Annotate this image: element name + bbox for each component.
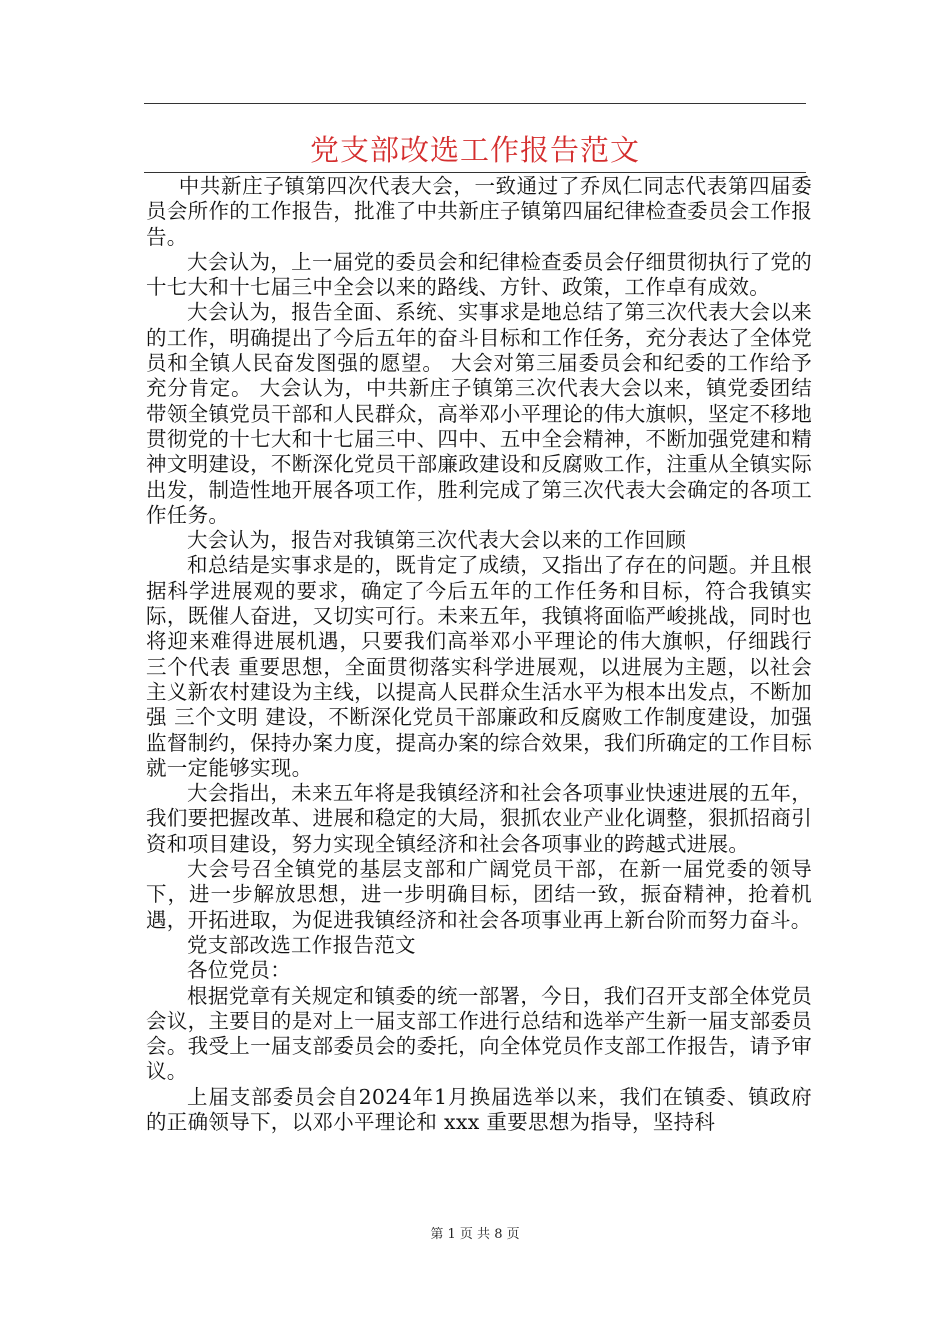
section-heading: 党支部改选工作报告范文 bbox=[187, 932, 416, 957]
title-underline bbox=[144, 172, 806, 173]
paragraph-5: 和总结是实事求是的，既肯定了成绩，又指出了存在的问题。并且根据科学进展观的要求，确定了今后五年的工作任务和目标，符合我镇实际，既催人奋进，又切实可行。未来五年，我镇将面临严峻挑战，同时也将迎来难得进展机遇，只要我们高举邓小平理论的伟大旗帜，仔细践行 三个代表 重要思想，全面贯彻落实科学进展观，以进展为主题，以社会主义新农村建设为主线，以提高人民群众生活水平为根本出发点，不断加强 三个文明 建设，不断深化党员干部廉政和反腐败工作制度建设，加强监督制约，保持办案力度，提高办案的综合效果，我们所确定的工作目标就一定能够实现。 bbox=[146, 553, 812, 780]
paragraph-2: 大会认为，上一届党的委员会和纪律检查委员会仔细贯彻执行了党的十七大和十七届三中全会以来的路线、方针、政策，工作卓有成效。 bbox=[146, 249, 812, 300]
document-body bbox=[146, 174, 812, 1135]
page-number: 第 1 页 共 8 页 bbox=[430, 1227, 520, 1242]
salutation: 各位党员： bbox=[187, 958, 291, 983]
paragraph-1: 中共新庄子镇第四次代表大会，一致通过了乔凤仁同志代表第四届委员会所作的工作报告，批准了中共新庄子镇第四届纪律检查委员会工作报告。 bbox=[146, 174, 812, 249]
paragraph-8: 根据党章有关规定和镇委的统一部署，今日，我们召开支部全体党员会议，主要目的是对上一届支部工作进行总结和选举产生新一届支部委员会。我受上一届支部委员会的委托，向全体党员作支部工作报告，请予审议。 bbox=[146, 983, 812, 1084]
document-title: 党支部改选工作报告范文 bbox=[309, 133, 640, 167]
paragraph-9: 上届支部委员会自2024年1月换届选举以来，我们在镇委、镇政府的正确领导下，以邓小平理论和 xxx 重要思想为指导，坚持科 bbox=[146, 1084, 812, 1134]
paragraph-3: 大会认为，报告全面、系统、实事求是地总结了第三次代表大会以来的工作，明确提出了今后五年的奋斗目标和工作任务，充分表达了全体党员和全镇人民奋发图强的愿望。 大会对第三届委员会和纪委的工作给予充分肯定。 大会认为，中共新庄子镇第三次代表大会以来，镇党委团结带领全镇党员干部和人民群众，高举邓小平理论的伟大旗帜，坚定不移地贯彻党的十七大和十七届三中、四中、五中全会精神，不断加强党建和精神文明建设，不断深化党员干部廉政建设和反腐败工作，注重从全镇实际出发，制造性地开展各项工作，胜利完成了第三次代表大会确定的各项工作任务。 bbox=[146, 300, 812, 527]
header-rule bbox=[144, 103, 806, 104]
paragraph-6: 大会指出，未来五年将是我镇经济和社会各项事业快速进展的五年，我们要把握改革、进展和稳定的大局，狠抓农业产业化调整，狠抓招商引资和项目建设，努力实现全镇经济和社会各项事业的跨越式进展。 bbox=[146, 781, 812, 856]
paragraph-4: 大会认为，报告对我镇第三次代表大会以来的工作回顾 bbox=[187, 528, 687, 553]
paragraph-7: 大会号召全镇党的基层支部和广阔党员干部，在新一届党委的领导下，进一步解放思想，进一步明确目标，团结一致，振奋精神，抢着机遇，开拓进取，为促进我镇经济和社会各项事业再上新台阶而努力奋斗。 bbox=[146, 857, 812, 932]
